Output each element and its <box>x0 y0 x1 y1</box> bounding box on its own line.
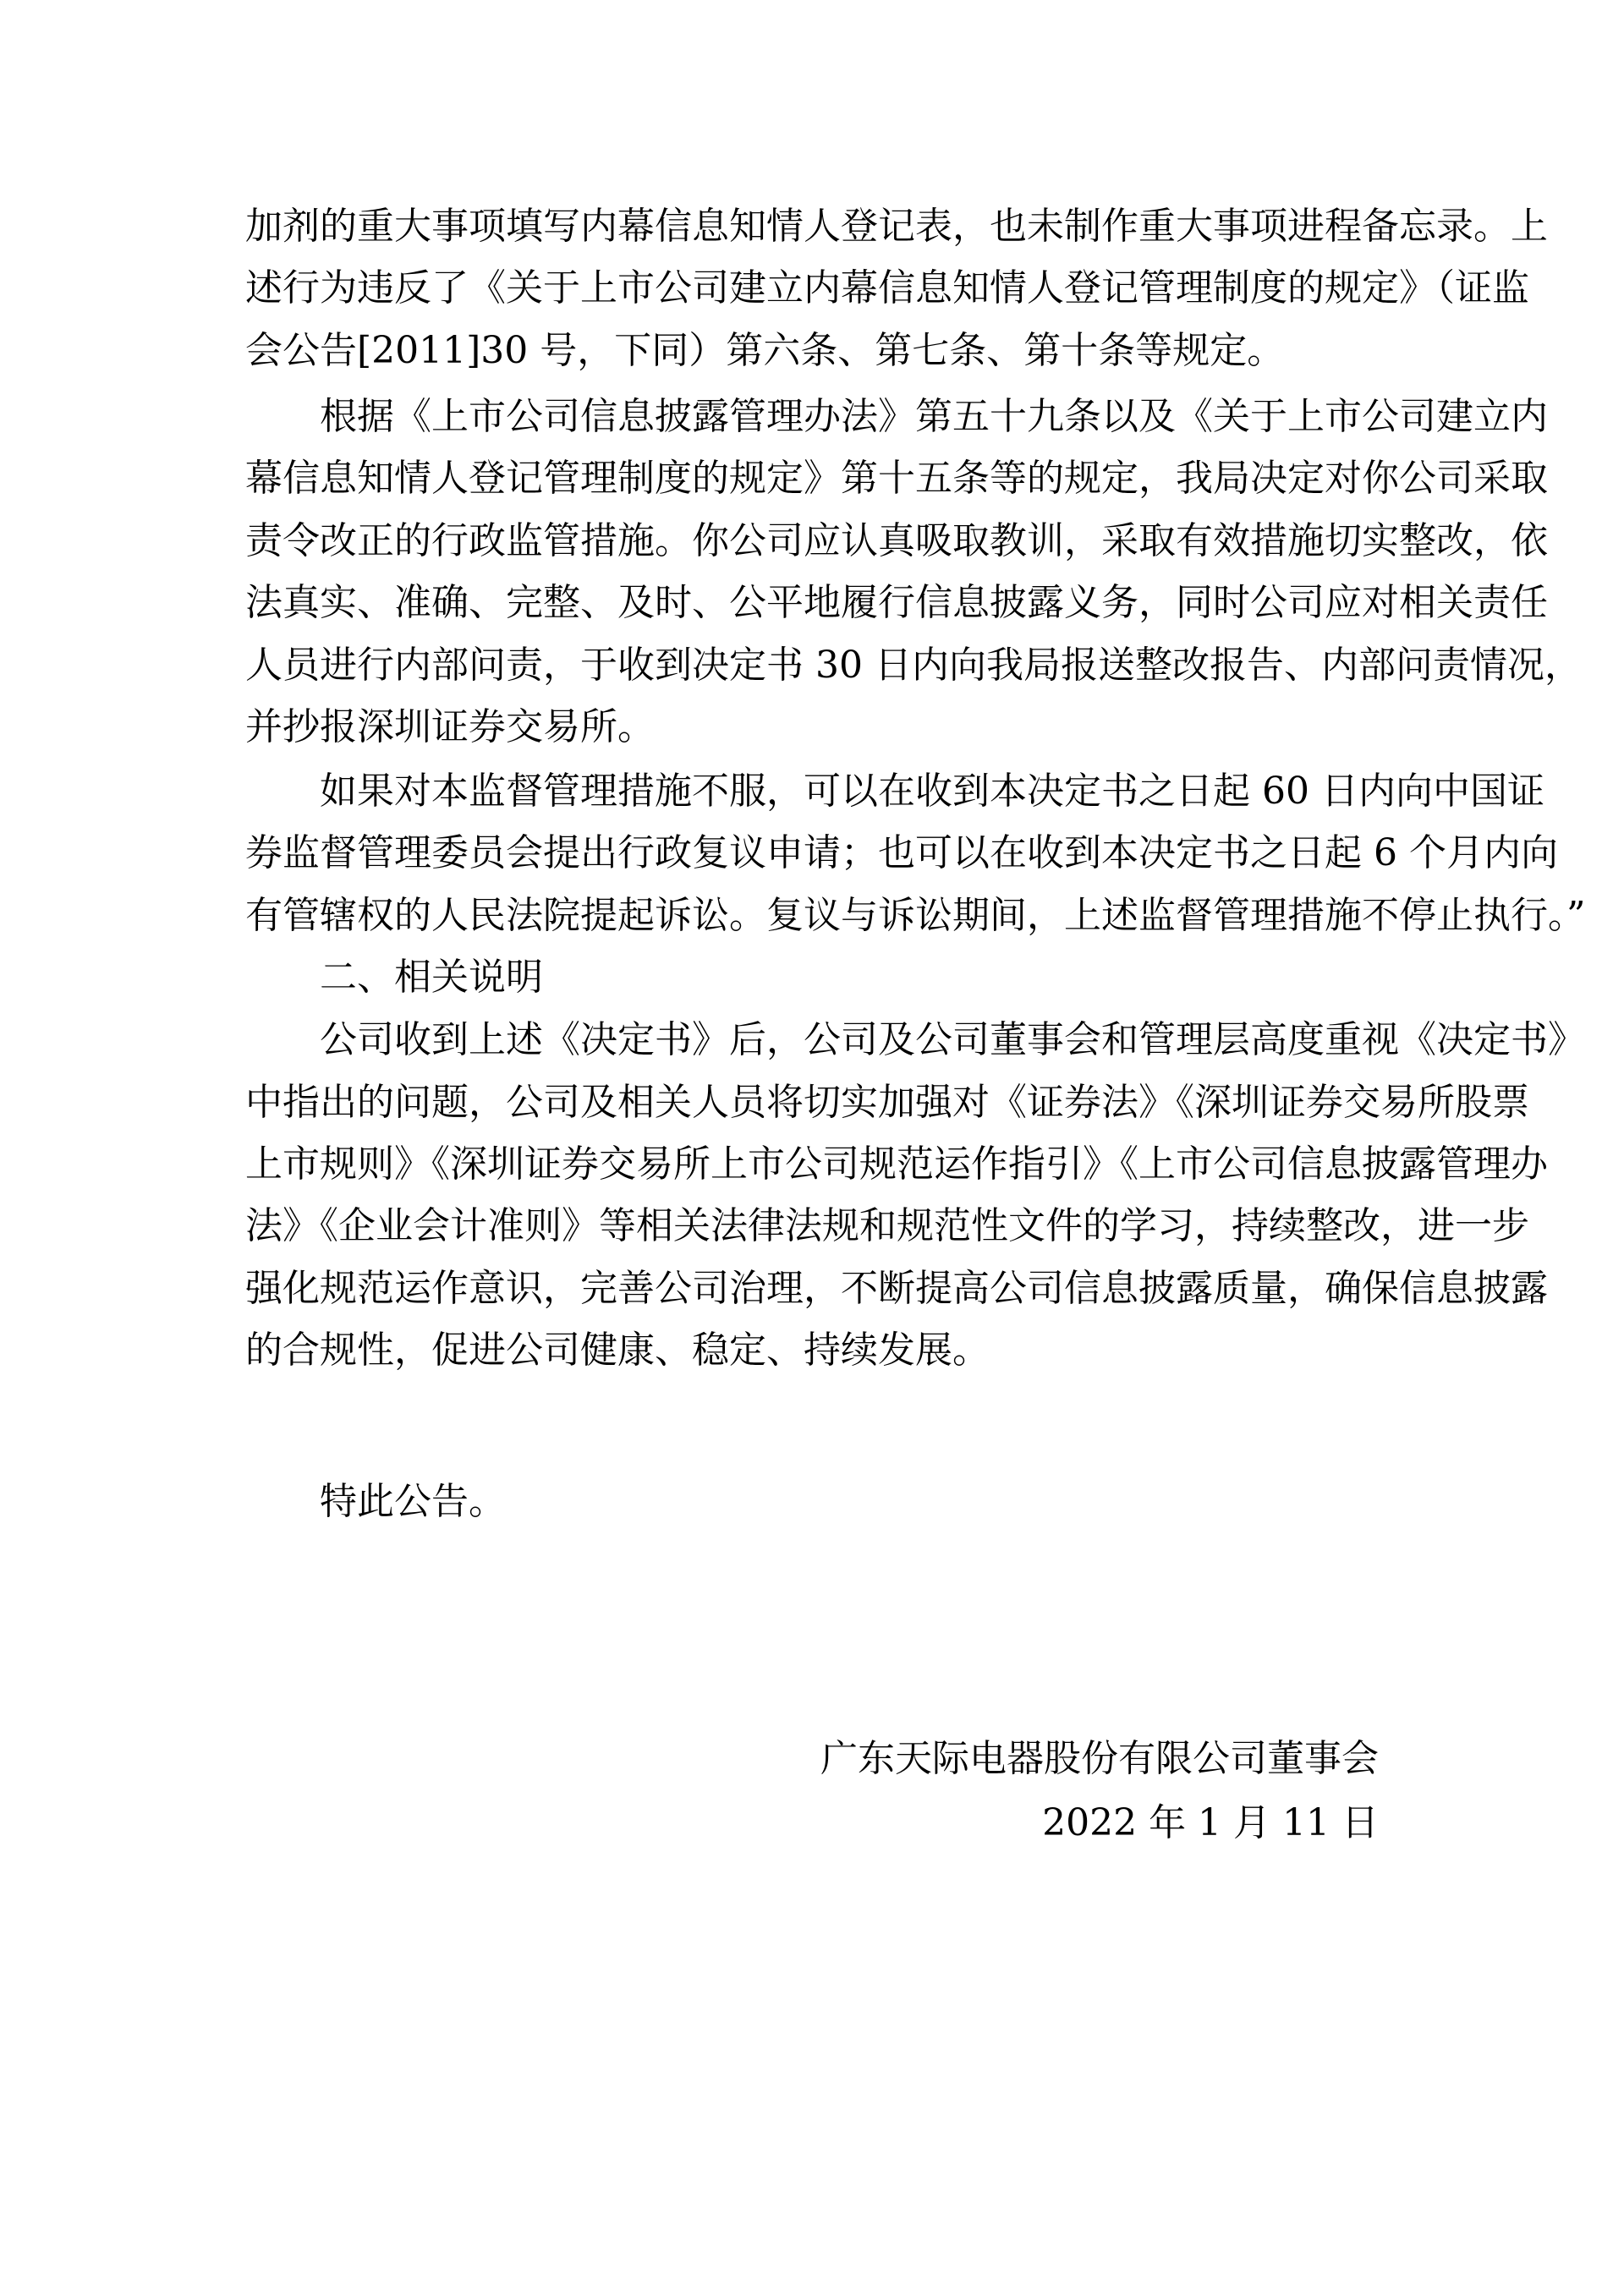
paragraph-line: 券监督管理委员会提出行政复议申请；也可以在收到本决定书之日起 6 个月内向 <box>245 831 1558 874</box>
paragraph-line: 加剂的重大事项填写内幕信息知情人登记表，也未制作重大事项进程备忘录。上 <box>245 205 1548 248</box>
signature-date: 2022 年 1 月 11 日 <box>1042 1801 1379 1844</box>
paragraph-line: 法真实、准确、完整、及时、公平地履行信息披露义务，同时公司应对相关责任 <box>245 581 1548 624</box>
signature-company: 广东天际电器股份有限公司董事会 <box>820 1737 1379 1780</box>
paragraph-line: 法》《企业会计准则》等相关法律法规和规范性文件的学习，持续整改，进一步 <box>245 1204 1529 1247</box>
section-heading: 二、相关说明 <box>320 956 543 999</box>
paragraph-line: 人员进行内部问责，于收到决定书 30 日内向我局报送整改报告、内部问责情况， <box>245 644 1582 687</box>
paragraph-line: 责令改正的行政监管措施。你公司应认真吸取教训，采取有效措施切实整改，依 <box>245 519 1548 562</box>
paragraph-line: 中指出的问题，公司及相关人员将切实加强对《证券法》《深圳证券交易所股票 <box>245 1081 1529 1124</box>
paragraph-line: 的合规性，促进公司健康、稳定、持续发展。 <box>245 1329 990 1372</box>
paragraph-line: 会公告[2011]30 号，下同）第六条、第七条、第十条等规定。 <box>245 329 1285 372</box>
paragraph-line: 有管辖权的人民法院提起诉讼。复议与诉讼期间，上述监督管理措施不停止执行。” <box>245 894 1586 937</box>
closing-statement: 特此公告。 <box>320 1480 506 1523</box>
paragraph-line: 根据《上市公司信息披露管理办法》第五十九条以及《关于上市公司建立内 <box>320 395 1548 438</box>
paragraph-line: 公司收到上述《决定书》后，公司及公司董事会和管理层高度重视《决定书》 <box>320 1018 1585 1061</box>
paragraph-line: 强化规范运作意识，完善公司治理，不断提高公司信息披露质量，确保信息披露 <box>245 1267 1548 1310</box>
paragraph-line: 述行为违反了《关于上市公司建立内幕信息知情人登记管理制度的规定》（证监 <box>245 266 1529 310</box>
paragraph-line: 并抄报深圳证券交易所。 <box>245 705 655 748</box>
paragraph-line: 上市规则》《深圳证券交易所上市公司规范运作指引》《上市公司信息披露管理办 <box>245 1143 1548 1186</box>
paragraph-line: 幕信息知情人登记管理制度的规定》第十五条等的规定，我局决定对你公司采取 <box>245 457 1548 500</box>
paragraph-line: 如果对本监督管理措施不服，可以在收到本决定书之日起 60 日内向中国证 <box>320 770 1544 813</box>
